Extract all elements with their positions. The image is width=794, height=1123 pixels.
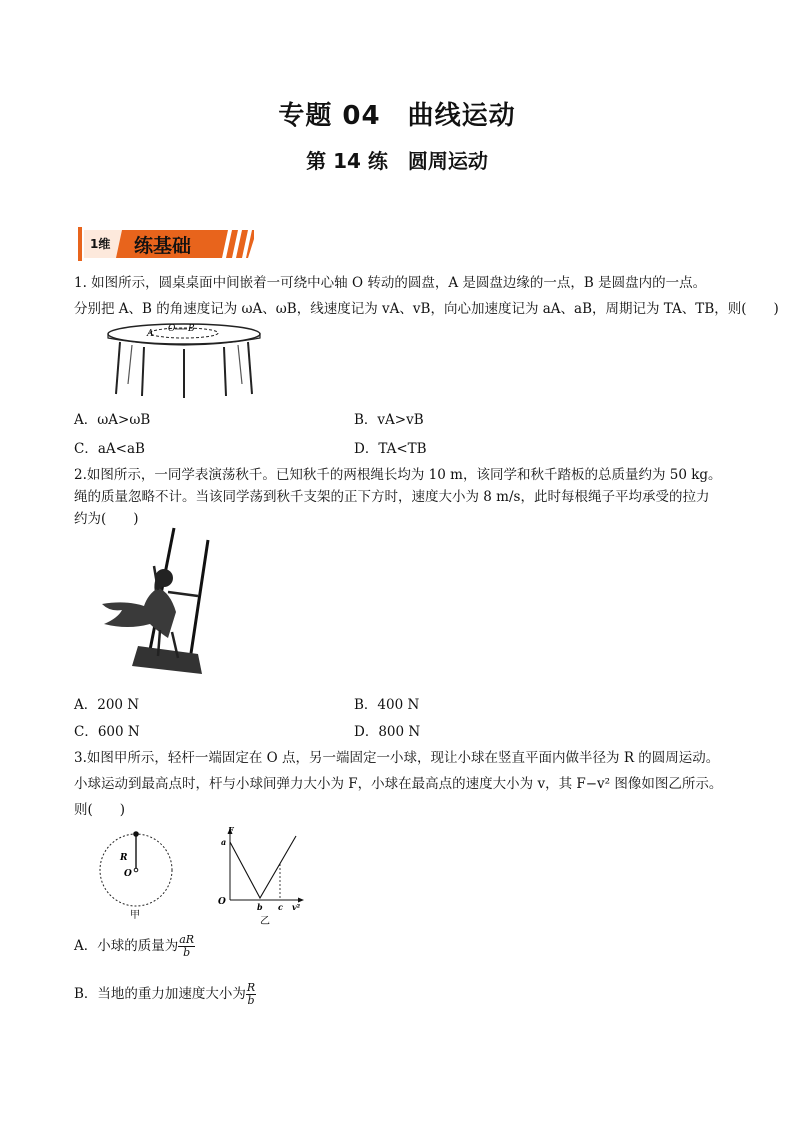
label-o: O: [168, 324, 176, 334]
q3-option-a-text: A．小球的质量为: [74, 938, 179, 954]
q2-line2: 绳的质量忽略不计。当该同学荡到秋千支架的正下方时，速度大小为 8 m/s，此时每根绳子平均承受的拉力: [74, 489, 710, 505]
caption-jia: 甲: [130, 910, 140, 921]
section-banner: [78, 227, 254, 261]
round-table-figure: [104, 322, 264, 398]
q2-option-b[interactable]: B．400 N: [354, 697, 420, 713]
q3-option-b-fraction: [246, 982, 256, 1007]
q3-line2: 小球运动到最高点时，杆与小球间弹力大小为 F，小球在最高点的速度大小为 v，其 F−v² 图像如图乙所示。: [74, 776, 723, 792]
label-o-jia: O: [124, 869, 132, 879]
q3-option-b-text: B．当地的重力加速度大小为: [74, 986, 246, 1002]
figure-yi: [214, 826, 306, 928]
q2-option-a[interactable]: A．200 N: [74, 697, 140, 713]
section-tag: 1维: [90, 237, 111, 251]
label-r: R: [120, 853, 128, 863]
q3-option-b-num: R: [246, 981, 256, 994]
q3-option-a[interactable]: [74, 934, 195, 959]
q3-line1: 3.如图甲所示，轻杆一端固定在 O 点，另一端固定一小球，现让小球在竖直平面内做半径为 R 的圆周运动。: [74, 750, 720, 766]
q2-option-c[interactable]: C．600 N: [74, 724, 140, 740]
q3-option-b-den: b: [247, 994, 255, 1007]
q1-option-a[interactable]: A．ωA>ωB: [74, 412, 151, 428]
q1-option-c[interactable]: C．aA<aB: [74, 441, 145, 457]
swing-figure: [98, 526, 218, 674]
page-subtitle: 第 14 练 圆周运动: [306, 149, 488, 173]
label-b: B: [188, 324, 195, 334]
label-v2: v²: [292, 902, 301, 912]
label-o-yi: O: [218, 897, 226, 907]
q2-option-d[interactable]: D．800 N: [354, 724, 421, 740]
q2-line1: 2.如图所示，一同学表演荡秋千。已知秋千的两根绳长均为 10 m，该同学和秋千踏板的总质量约为 50 kg。: [74, 467, 722, 483]
page-title: 专题 04 曲线运动: [278, 101, 516, 131]
section-label: 练基础: [134, 235, 192, 257]
label-c-axis: c: [278, 902, 283, 912]
label-b-axis: b: [257, 902, 263, 912]
label-a: A: [147, 329, 154, 339]
caption-yi: 乙: [260, 916, 270, 927]
q1-option-b[interactable]: B．vA>vB: [354, 412, 424, 428]
q1-line1: 1. 如图所示，圆桌桌面中间嵌着一可绕中心轴 O 转动的圆盘，A 是圆盘边缘的一点，B 是圆盘内的一点。: [74, 275, 707, 291]
q3-option-a-num: aR: [179, 933, 195, 946]
label-f: F: [228, 826, 234, 835]
figure-jia: [94, 826, 180, 922]
q3-line3: 则( ): [74, 802, 126, 818]
q1-option-d[interactable]: D．TA<TB: [354, 441, 427, 457]
q3-option-a-den: b: [183, 946, 191, 959]
q1-line2: 分别把 A、B 的角速度记为 ωA、ωB，线速度记为 vA、vB，向心加速度记为 aA、aB，周期记为 TA、TB，则( ): [74, 301, 779, 317]
q3-option-a-fraction: [178, 934, 195, 959]
q2-line3: 约为( ): [74, 511, 139, 527]
q3-option-b[interactable]: [74, 982, 256, 1007]
label-a-axis: a: [221, 837, 227, 847]
